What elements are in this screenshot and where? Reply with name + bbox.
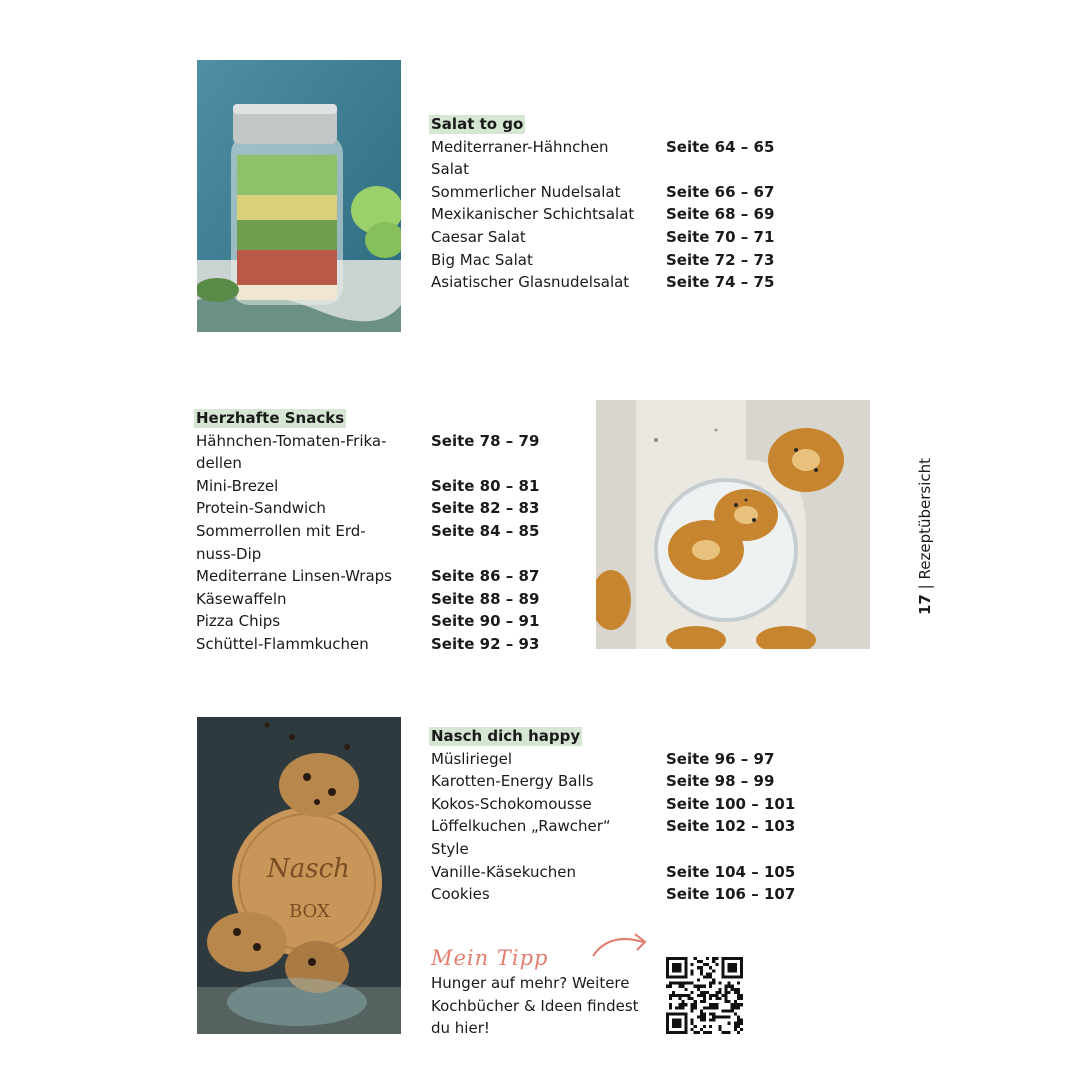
list-item: Schüttel-Flammkuchen Seite 92 – 93 [196,634,540,653]
list-item: Mini-Brezel Seite 80 – 81 [196,476,540,495]
list-item: Protein-Sandwich Seite 82 – 83 [196,499,540,518]
list-item: Sommerlicher Nudelsalat Seite 66 – 67 [431,182,775,201]
section-herzhafte-snacks [196,407,576,656]
curved-arrow-icon [589,930,653,960]
list-item: Asiatischer Glasnudelsalat Seite 74 – 75 [431,273,775,292]
list-item: Mediterraner-Hähnchen Salat Seite 64 – 65 [431,137,775,179]
list-item: Käsewaffeln Seite 88 – 89 [196,589,540,608]
section-heading: Herzhafte Snacks [196,409,345,427]
list-item: Müsliriegel Seite 96 – 97 [431,749,775,768]
list-item: Karotten-Energy Balls Seite 98 – 99 [431,772,775,791]
list-item: Kokos-Schokomousse Seite 100 – 101 [431,794,796,813]
section-heading: Salat to go [431,115,524,133]
svg-text:BOX: BOX [289,901,330,922]
tip-script-title: Mein Tipp [431,946,549,970]
section-salat-to-go [431,113,791,294]
list-item: Vanille-Käsekuchen Seite 104 – 105 [431,862,796,881]
list-item: Cookies Seite 106 – 107 [431,885,796,904]
cookie-photo [197,717,401,1034]
pretzel-photo [596,400,870,649]
list-item: Mexikanischer Schichtsalat Seite 68 – 69 [431,205,775,224]
section-nasch-dich-happy [431,725,811,906]
salad-jar-photo [197,60,401,332]
list-item: Mediterrane Linsen-Wraps Seite 86 – 87 [196,567,540,586]
list-item: Sommerrollen mit Erd- nuss-Dip Seite 84 – 85 [196,521,540,563]
tip-text: Hunger auf mehr? Weitere Kochbücher & Ideen findest du hier! [431,974,639,1038]
section-heading: Nasch dich happy [431,727,581,745]
svg-text:Nasch: Nasch [267,854,350,884]
list-item: Hähnchen-Tomaten-Frika- dellen Seite 78 – 79 [196,431,540,473]
list-item: Löffelkuchen „Rawcher“ Style Seite 102 – 103 [431,817,796,858]
qr-code-icon[interactable] [666,957,743,1034]
list-item: Big Mac Salat Seite 72 – 73 [431,250,775,269]
list-item: Caesar Salat Seite 70 – 71 [431,227,775,246]
list-item: Pizza Chips Seite 90 – 91 [196,612,540,631]
side-page-label: 17 | Rezeptübersicht [916,457,934,615]
